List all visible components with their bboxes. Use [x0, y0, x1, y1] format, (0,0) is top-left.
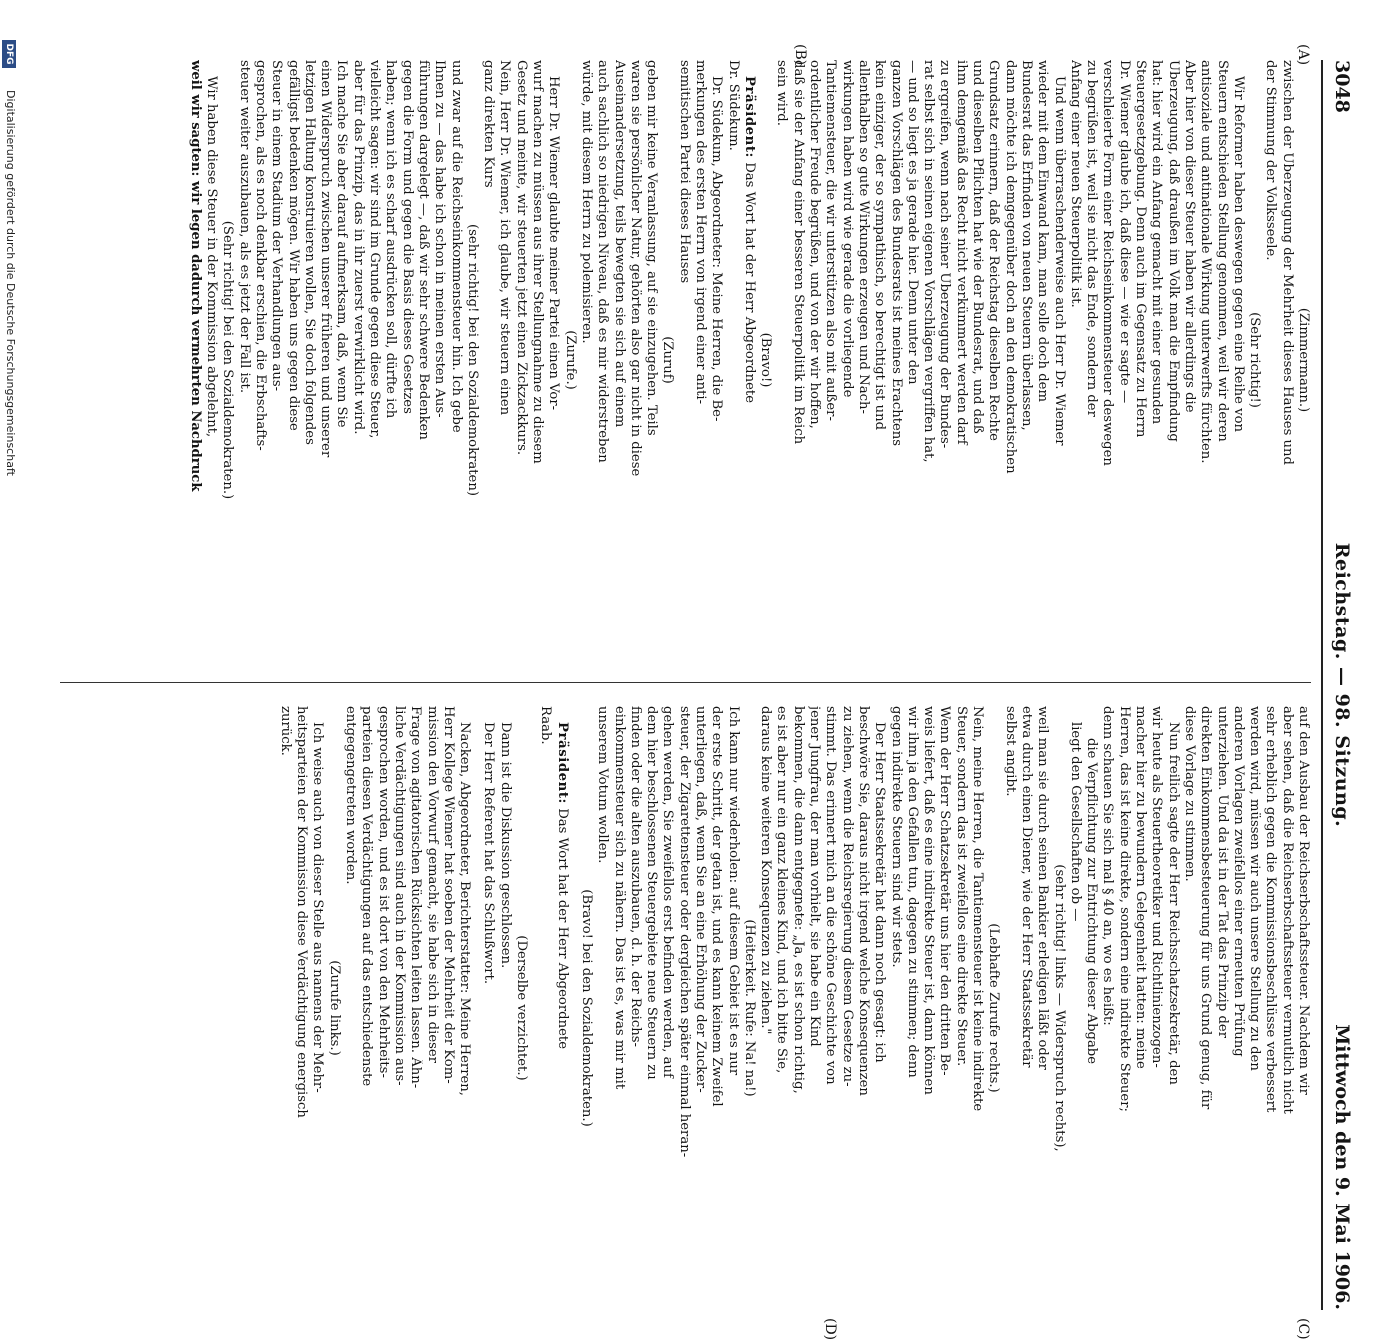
text-line: selbst angibt.	[1002, 706, 1018, 797]
digitization-note: Digitalisierung gefördert durch die Deutsche Forschungsgemeinschaft	[4, 90, 17, 476]
text-line: weis liefert, daß es eine indirekte Steuer ist, dann können	[921, 706, 937, 1095]
paragraph	[887, 706, 985, 1310]
paragraph	[724, 60, 757, 660]
header-rule	[1321, 60, 1323, 1310]
text-line: Gesetz und meinte, wir steuerten jetzt einen Zickzackkurs.	[513, 60, 529, 456]
text-line: Frage von agitatorischen Rücksichten leiten lassen. Ähn-	[408, 706, 424, 1089]
text-line: denn schauen Sie sich mal § 40 an, wo es heißt:	[1100, 706, 1116, 1026]
paragraph	[187, 60, 220, 660]
text-line: Ihnen zu — das habe ich schon in meinen ersten Aus-	[432, 60, 448, 418]
text-line: steuer weiter auszubauen, als es jetzt der Fall ist.	[236, 60, 252, 394]
text-line: Ich mache Sie aber darauf aufmerksam, daß, wenn Sie	[334, 60, 350, 428]
text-line: geben mir keine Veranlassung, auf sie einzugehen. Teils	[644, 60, 660, 436]
text-line: steuer, der Zigarettensteuer oder dergleichen später einmal heran-	[676, 706, 692, 1158]
paragraph	[342, 706, 472, 1310]
text-line: gegen die Form und gegen die Basis dieses Gesetzes	[399, 60, 415, 414]
text-line: sehr erheblich gegen die Kommissionsbeschlüsse verbessert	[1263, 706, 1279, 1113]
margin-marker-b: (B)	[792, 44, 808, 66]
text-line: kein einziger, der so sympathisch, so berechtigt ist und	[872, 60, 888, 431]
text-line: Das Wort hat der Herr Abgeordnete	[741, 162, 757, 403]
paragraph	[1099, 706, 1180, 1310]
text-line: Tantiemensteuer, die wir unterstützen also mit außer-	[823, 60, 839, 421]
interjection: (Sehr richtig! bei den Sozialdemokraten.)	[220, 220, 236, 500]
text-line: daraus keine weiteren Konsequenzen zu ziehen."	[758, 706, 774, 1035]
margin-marker-d: (D)	[822, 1318, 838, 1340]
text-line: waren sie persönlicher Natur, gehörten also gar nicht in diese	[627, 60, 643, 477]
page-number: 3048	[1331, 60, 1353, 113]
text-line: dann möchte ich demgegenüber doch an den demokratischen	[1002, 60, 1018, 474]
interjection: (sehr richtig! bei den Sozialdemokraten)	[464, 224, 480, 496]
text-line: Dr. Wiemer glaube ich, daß diese — wie er sagte —	[1116, 60, 1132, 404]
text-line: (Zimmermann.)	[1296, 307, 1311, 413]
text-line: Das Wort hat der Herr Abgeordnete	[554, 808, 570, 1049]
text-line: mission den Vorwurf gemacht, sie habe sich in dieser	[424, 706, 440, 1063]
paragraph	[480, 706, 513, 1310]
interjection: (Bravo!)	[758, 332, 774, 388]
text-line: Wenn der Herr Schatzsekretär uns hier den dritten Be-	[937, 706, 953, 1076]
text-line: Auseinandersetzung, teils bewegten sie sich auf einem	[611, 60, 627, 428]
interjection: (Lebhafte Zurufe rechts.)	[986, 923, 1002, 1093]
text-line: Herren, das ist keine direkte, sondern eine indirekte Steuer;	[1116, 706, 1132, 1112]
interjection: (Derselbe verzichtet.)	[514, 935, 530, 1081]
text-line: der erste Schritt, der getan ist, und es kann keinem Zweifel	[709, 706, 725, 1107]
right-column	[70, 706, 1311, 1310]
text-line: vielleicht sagen: wir sind im Grunde gegen diese Steuer,	[367, 60, 383, 439]
quotation	[1067, 706, 1100, 1310]
text-line: Nein, meine Herren, die Tantiemensteuer ist keine indirekte	[970, 706, 986, 1112]
text-line: direkten Einkommensbesteuerung für uns Grund genug, für	[1198, 706, 1214, 1110]
text-line: Steuergesetzgebung. Denn auch im Gegensatz zu Herrn	[1133, 60, 1149, 438]
paragraph	[480, 60, 561, 660]
paragraph	[773, 60, 1066, 660]
running-title: Reichstag. — 98. Sitzung.	[1331, 542, 1353, 828]
text-line: einkommensteuer sich zu nähern. Das ist es, was mir mit	[611, 706, 627, 1090]
margin-marker-a: (A)	[1295, 44, 1311, 66]
text-line: weil wir sagten: wir legen dadurch vermehrten Nachdruck	[187, 60, 203, 492]
text-line: Dr. Südekum.	[725, 60, 741, 151]
text-line: würde, mit diesem Herrn zu polemisieren.	[578, 60, 594, 344]
session-date: Mittwoch den 9. Mai 1906.	[1331, 1024, 1353, 1310]
text-line: unserem Votum wollen.	[595, 706, 611, 864]
text-line: wir heute als Steuertheoretiker und Richtlinienzogen-	[1149, 706, 1165, 1068]
text-line: Ich weise auch von dieser Stelle aus namens der Mehr-	[310, 722, 326, 1093]
text-line: liche Verdächtigungen sind auch in der Kommission aus-	[391, 706, 407, 1086]
interjection: (Heiterkeit. Rufe: Na! na!)	[741, 919, 757, 1097]
text-line: ganz direkten Kurs	[481, 60, 497, 188]
text-line: hat: hier wird ein Anfang gemacht mit einer gesunden	[1149, 60, 1165, 425]
interjection: (Zuruf)	[660, 336, 676, 384]
text-line: ordentlicher Freude begrüßen, und von der wir hoffen,	[807, 60, 823, 429]
text-line: Überzeugung, daß draußen im Volk man die Empfindung	[1165, 60, 1181, 442]
text-line: Nacken, Abgeordneter, Berichterstatter: Meine Herren,	[457, 722, 473, 1096]
text-line: rat selbst sich in seinen eigenen Vorschlägen vergriffen hat,	[921, 60, 937, 463]
text-line: Raab.	[538, 706, 554, 745]
text-line: zu ziehen, wenn die Reichsregierung diesem Gesetze zu-	[839, 706, 855, 1087]
paragraph	[594, 706, 741, 1310]
speaker-name: Präsident:	[554, 722, 570, 805]
text-line: merkungen des ersten Herrn von irgend einer anti-	[693, 60, 709, 405]
text-line: Nun freilich sagte der Herr Reichsschatzsekretär, den	[1165, 722, 1181, 1085]
margin-marker-c: (C)	[1295, 1318, 1311, 1340]
text-line: auf den Ausbau der Reichserbschaftssteuer. Nachdem wir	[1296, 706, 1311, 1095]
text-line: ganzen Vorschlägen des Bundesrats ist meines Erachtens	[888, 60, 904, 447]
text-line: zu begrüßen ist, weil sie nicht das Ende, sondern der	[1084, 60, 1100, 417]
text-line: Steuer, sondern das ist zweifellos eine direkte Steuer.	[953, 706, 969, 1067]
text-line: Steuern entschieden Stellung genommen, weil wir deren	[1214, 60, 1230, 442]
text-line: daß sie der Anfang einer besseren Steuerpolitik im Reich	[790, 60, 806, 445]
text-line: verschleierte Form einer Reichseinkommensteuer deswegen	[1100, 60, 1116, 466]
text-line: Ich kann nur wiederholen: auf diesem Gebiet ist es nur	[725, 706, 741, 1076]
text-line: gesprochen worden, und es ist dort von den Mehrheits-	[375, 706, 391, 1078]
text-line: sein wird.	[774, 60, 790, 126]
paragraph	[277, 706, 326, 1310]
text-line: Anfang einer neuen Steuerpolitik ist.	[1067, 60, 1083, 308]
text-line: macher hier zu bewundern Gelegenheit hatten: meine	[1133, 706, 1149, 1069]
text-line: Herr Dr. Wiemer glaubte meiner Partei einen Vor-	[546, 76, 562, 411]
paragraph	[578, 60, 659, 660]
text-line: entgegengetreten worden.	[343, 706, 359, 885]
text-line: Dann ist die Diskussion geschlossen.	[497, 722, 513, 969]
paragraph	[1181, 706, 1311, 1310]
interjection: (Sehr richtig!)	[1247, 312, 1263, 408]
text-line: Wir Reformer haben deswegen gegen eine Reihe von	[1230, 76, 1246, 433]
text-line: werden wird, müssen wir auch unsere Stellung zu den	[1247, 706, 1263, 1071]
text-line: finden oder die alten auszubauen, d. h. der Reichs-	[627, 706, 643, 1047]
text-line: Dr. Südekum, Abgeordneter: Meine Herren, die Be-	[709, 76, 725, 422]
speaker-continued	[1295, 60, 1311, 660]
text-line: Und wenn überraschenderweise auch Herr Dr. Wiemer	[1051, 76, 1067, 446]
text-line: aber sehen, daß die Reichserbschaftssteuer vermutlich nicht	[1279, 706, 1295, 1114]
text-line: Grundsatz erinnern, daß der Reichstag dieselben Rechte	[986, 60, 1002, 441]
text-line: Der Herr Staatssekretär hat dann noch gesagt: ich	[872, 722, 888, 1063]
text-line: wir ihm ja den Gefallen tun, dagegen zu stimmen; denn	[904, 706, 920, 1078]
text-line: wirkungen haben wird wie gerade die vorliegende	[839, 60, 855, 398]
text-line: gehen werden, Sie zweifellos erst befinden werden, auf	[660, 706, 676, 1078]
text-line: letzigen Haltung konstruieren wollen, Sie doch folgendes	[301, 60, 317, 445]
column-divider	[60, 682, 1311, 683]
text-line: dem hier beschlossenen Steuergebiete neue Steuern zu	[644, 706, 660, 1080]
text-line: heitsparteien der Kommission diese Verdächtigung energisch	[294, 706, 310, 1118]
text-line: es ist aber nur ein ganz kleines Kind, und ich bitte Sie,	[774, 706, 790, 1074]
left-column	[70, 60, 1311, 660]
text-line: aber für das Prinzip, das in ihr zuerst verwirklicht wird.	[350, 60, 366, 435]
text-line: stimmt. Das erinnert mich an die schöne Geschichte von	[823, 706, 839, 1085]
text-line: gefälligst bedenken mögen. Wir haben uns gegen diese	[285, 60, 301, 431]
text-line: unterliegen, daß, wenn Sie an eine Erhöhung der Zucker-	[693, 706, 709, 1093]
interjection: (Zurufe links.)	[326, 960, 342, 1056]
text-line: gesprochen, als es noch denkbar erschien, die Erbschafts-	[253, 60, 268, 451]
text-line: antisoziale und antinationale Wirkung unterwerfts fürchten.	[1198, 60, 1214, 464]
text-line: — und so liegt es ja gerade hier. Denn unter den	[904, 60, 920, 385]
text-line: zurück.	[277, 706, 293, 756]
text-line: bekommen, die dann entgegnete: „Ja, es ist schon richtig,	[790, 706, 806, 1094]
text-line: Herr Kollege Wiemer hat soeben der Mehrheit der Kom-	[440, 706, 456, 1084]
text-line: haben; wenn ich es scharf ausdrücken soll, dürfte ich	[383, 60, 399, 419]
text-line: Nein, Herr Dr. Wiemer, ich glaube, wir steuern einen	[497, 60, 513, 416]
text-line: etwa durch einen Diener, wie der Herr Staatssekretär	[1018, 706, 1034, 1068]
text-line: unterziehen. Und da ist in der Tat das Prinzip der	[1214, 706, 1230, 1039]
text-line: Bundesrat das Erfinden von neuen Steuern überlassen,	[1018, 60, 1034, 431]
text-line: und zwar auf die Reichseinkommensteuer hin. Ich gebe	[448, 60, 464, 433]
text-line: zu ergreifen, wenn nach seiner Überzeugung der Bundes-	[937, 60, 953, 449]
text-line: Steuer in einem Stadium der Verhandlungen aus-	[269, 60, 285, 392]
text-line: Der Herr Referent hat das Schlußwort.	[481, 722, 497, 985]
text-line: semitischen Partei dieses Hauses	[676, 60, 692, 284]
text-line: ihm demgemäß das Recht nicht verkümmert werden darf	[953, 60, 969, 445]
dfg-logo: DFG	[2, 40, 16, 68]
interjection: (Zurufe.)	[562, 330, 578, 390]
text-line: jener Jungfrau, der man vorhielt, sie habe ein Kind	[807, 706, 823, 1047]
text-line: wurf machen zu müssen aus ihrer Stellungnahme zu diesem	[530, 60, 546, 464]
text-line: diese Vorlage zu stimmen.	[1181, 706, 1197, 882]
paragraph	[1001, 706, 1050, 1310]
text-line: führungen dargelegt —, daß wir sehr schwere Bedenken	[415, 60, 431, 440]
paragraph	[1262, 60, 1295, 660]
text-line: gegen indirekte Steuern sind wir stets.	[888, 706, 904, 968]
text-line: beschwöre Sie, daraus nicht irgend welche Konsequenzen	[855, 706, 871, 1096]
paragraph	[757, 706, 887, 1310]
text-line: Wir haben diese Steuer in der Kommission abgelehnt,	[204, 76, 220, 438]
text-line: der Stimmung der Volksseele.	[1263, 60, 1279, 261]
interjection: (Bravo! bei den Sozialdemokraten.)	[578, 889, 594, 1127]
text-line: und dieselben Pflichten hat wie der Bundesrat, und daß	[970, 60, 986, 434]
text-line: einen Widerspruch zwischen unserer früheren und unserer	[318, 60, 334, 458]
text-line: zwischen der Überzeugung der Mehrheit dieses Hauses und	[1279, 60, 1295, 465]
paragraph	[675, 60, 724, 660]
page-header	[1319, 60, 1353, 1310]
text-line: allenthalben so gute Wirkungen erzeugen und Nach-	[855, 60, 871, 414]
text-line: Aber hier von dieser Steuer haben wir allerdings die	[1181, 60, 1197, 413]
speaker-name: Präsident:	[741, 76, 757, 159]
text-line: anderen Vorlagen zweifellos einer erneuten Prüfung	[1230, 706, 1246, 1057]
text-line: die Verpflichtung zur Entrichtung dieser Abgabe	[1084, 738, 1100, 1065]
paragraph	[1067, 60, 1246, 660]
text-line: parteien diesen Verdächtigungen auf das entschiedenste	[359, 706, 375, 1087]
text-line: weil man sie durch seinen Bankier erledigen läßt oder	[1035, 706, 1051, 1070]
text-line: wieder mit dem Einwand kam, man solle doch dem	[1035, 60, 1051, 402]
interjection: (sehr richtig! links — Widerspruch rechts),	[1051, 864, 1067, 1152]
text-line: liegt den Gesellschaften ob —	[1067, 722, 1083, 922]
text-line: auch sachlich so niedrigen Niveau, daß es mir widerstreben	[595, 60, 611, 463]
paragraph	[235, 60, 463, 660]
paragraph	[537, 706, 570, 1310]
